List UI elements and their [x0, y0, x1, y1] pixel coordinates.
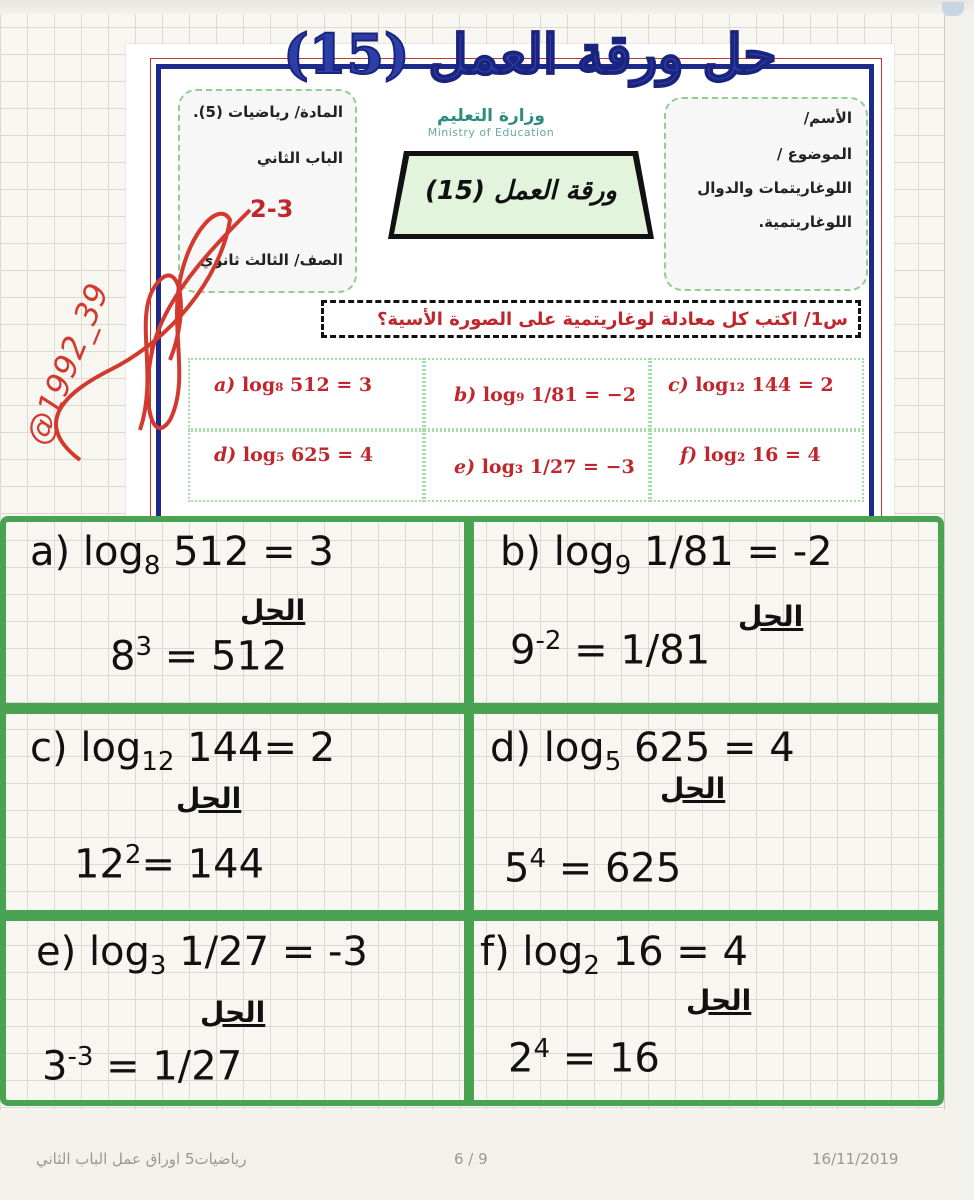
ministry-logo: [406, 106, 576, 139]
top-strip: [0, 0, 974, 14]
grade-label: الصف/ الثالث ثانوي: [199, 251, 343, 269]
page-corner-tab[interactable]: [942, 2, 964, 16]
topic-line1: اللوغاريتمات والدوال: [697, 179, 852, 197]
name-label: الأسم/: [803, 109, 852, 127]
grid-divider-2: [0, 910, 944, 921]
item-f: f) log₂ 16 = 4: [650, 430, 864, 502]
worksheet-title: ورقة العمل (15): [425, 176, 617, 206]
student-info-box: [664, 97, 868, 291]
topic-line2: اللوغاريتمية.: [758, 213, 852, 231]
grid-divider-vertical: [464, 516, 474, 1106]
item-d: d) log₅ 625 = 4: [188, 430, 424, 502]
header-title: حل ورقة العمل (15): [283, 22, 777, 86]
topic-label: الموضوع /: [776, 145, 852, 163]
lesson-number: 2-3: [250, 195, 294, 223]
grid-divider-1: [0, 703, 944, 714]
footer-file-title: رياضيات5 اوراق عمل الباب الثاني: [36, 1150, 247, 1168]
footer-page-indicator[interactable]: 6 / 9: [454, 1150, 488, 1168]
handwritten-handle: @1992_39: [17, 277, 117, 451]
ministry-arabic: وزارة التعليم: [437, 106, 545, 126]
subject-label: المادة/ رياضيات (5).: [192, 103, 343, 121]
question-1: س1/ اكتب كل معادلة لوغاريتمية على الصورة الأسية؟: [321, 300, 861, 338]
item-e: e) log₃ 1/27 = −3: [424, 430, 650, 502]
item-c: c) log₁₂ 144 = 2: [650, 358, 864, 430]
item-a: a) log₈ 512 = 3: [188, 358, 424, 430]
ministry-english: Ministry of Education: [427, 126, 555, 139]
footer-date: 16/11/2019: [812, 1150, 899, 1168]
chapter-label: الباب الثاني: [256, 149, 343, 167]
item-b: b) log₉ 1/81 = −2: [424, 358, 650, 430]
